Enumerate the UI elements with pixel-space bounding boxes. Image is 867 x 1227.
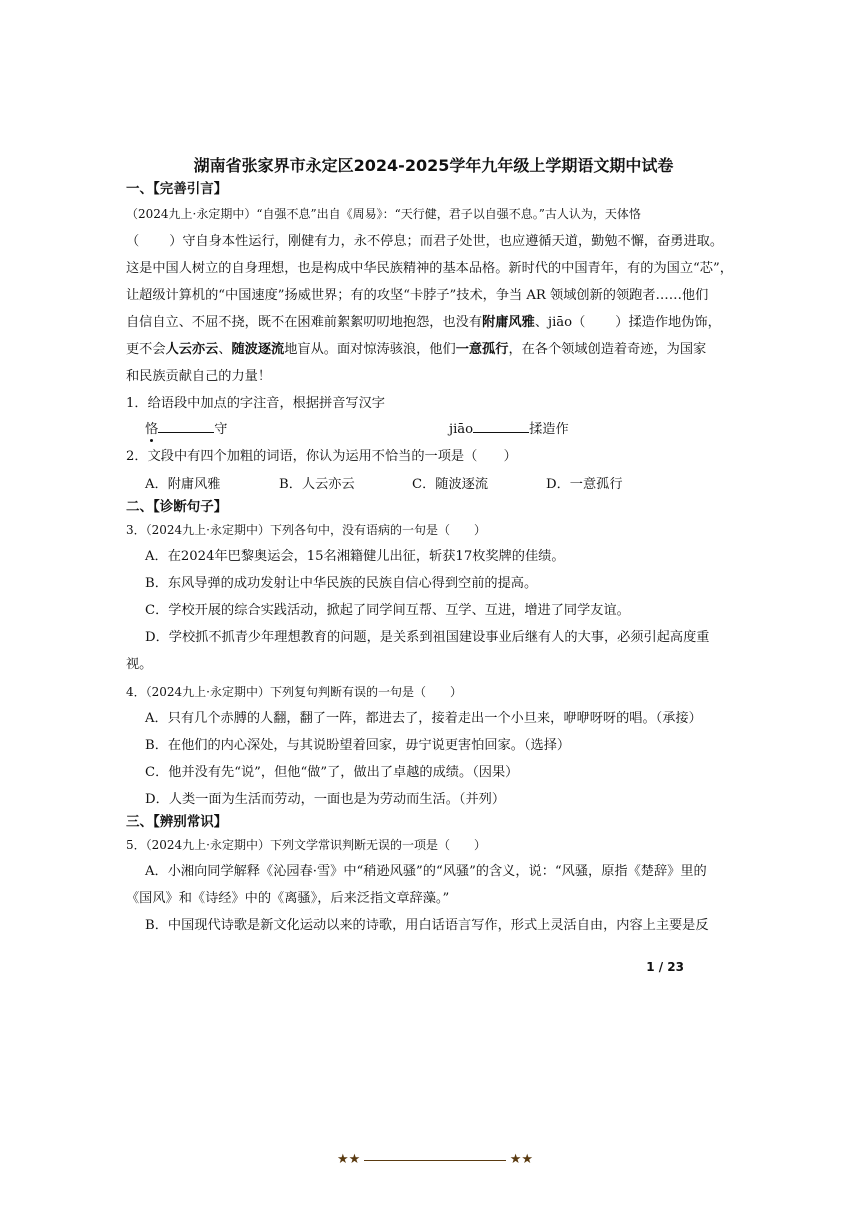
question-3-option-c: C．学校开展的综合实践活动，掀起了同学间互帮、互学、互进，增进了同学友谊。 xyxy=(145,603,630,618)
bold-word-4: 一意孤行 xyxy=(455,342,509,357)
question-4-option-a: A．只有几个赤膊的人翻，翻了一阵，都进去了，接着走出一个小旦来，咿咿呀呀的唱。（承接） xyxy=(145,711,702,726)
question-2-option-a: A．附庸风雅 xyxy=(145,477,221,492)
question-4-option-b: B．在他们的内心深处，与其说盼望着回家，毋宁说更害怕回家。（选择） xyxy=(145,738,571,753)
question-4-option-d: D．人类一面为生活而劳动，一面也是为劳动而生活。（并列） xyxy=(145,792,506,807)
passage-line-2: （ ）守自身本性运行，刚健有力，永不停息；而君子处世，也应遵循天道，勤勉不懈，奋勇进取。 xyxy=(126,234,724,249)
star-icon-right: ★★ xyxy=(509,1152,533,1167)
passage-line-1: （2024九上·永定期中）“自强不息”出自《周易》：“天行健，君子以自强不息。”古人认为，天体恪 xyxy=(126,207,641,221)
question-1-item-b: jiāo 揉造作 xyxy=(449,422,569,437)
passage-line-5: 自信自立、不屈不挠，既不在困难前絮絮叨叨地抱怨，也没有附庸风雅、jiāo（ ）揉造作地伪饰， xyxy=(126,315,721,330)
question-4-stem: 4．（2024九上·永定期中）下列复句判断有误的一句是（ ） xyxy=(126,685,462,699)
question-3-stem: 3．（2024九上·永定期中）下列各句中，没有语病的一句是（ ） xyxy=(126,523,486,537)
question-3-option-b: B．东风导弹的成功发射让中华民族的民族自信心得到空前的提高。 xyxy=(145,576,538,591)
bold-word-1: 附庸风雅 xyxy=(482,315,535,330)
question-3-option-d-cont: 视。 xyxy=(126,657,153,672)
section-heading-2: 二、【诊断句子】 xyxy=(126,499,228,515)
footer-divider xyxy=(364,1160,506,1161)
bold-word-2: 人云亦云 xyxy=(165,342,219,357)
section-heading-3: 三、【辨别常识】 xyxy=(126,814,228,830)
passage-line-6: 更不会人云亦云、随波逐流地盲从。面对惊涛骇浪，他们一意孤行，在各个领域创造着奇迹，为国家 xyxy=(126,342,707,357)
star-icon-left: ★★ xyxy=(337,1152,361,1167)
question-2-option-d: D．一意孤行 xyxy=(546,477,623,492)
bold-word-3: 随波逐流 xyxy=(231,342,285,357)
question-5-option-b: B．中国现代诗歌是新文化运动以来的诗歌，用白话语言写作，形式上灵活自由，内容上主要是反 xyxy=(145,918,709,933)
question-2-option-c: C．随波逐流 xyxy=(412,477,489,492)
question-2-stem: 2．文段中有四个加粗的词语，你认为运用不恰当的一项是（ ） xyxy=(126,449,517,464)
question-2-option-b: B．人云亦云 xyxy=(279,477,355,492)
passage-line-3: 这是中国人树立的自身理想，也是构成中华民族精神的基本品格。新时代的中国青年，有的为国立“芯”， xyxy=(126,261,733,276)
question-5-option-a-cont: 《国风》和《诗经》中的《离骚》，后来泛指文章辞藻。” xyxy=(126,891,450,906)
passage-line-4: 让超级计算机的“中国速度”扬威世界；有的攻坚“卡脖子”技术，争当 AR 领域创新的领跑者……他们 xyxy=(126,288,709,303)
question-5-stem: 5．（2024九上·永定期中）下列文学常识判断无误的一项是（ ） xyxy=(126,838,486,852)
question-1-item-a: 恪 守 xyxy=(145,422,228,437)
question-4-option-c: C．他并没有先“说”，但他“做”了，做出了卓越的成绩。（因果） xyxy=(145,765,519,780)
question-3-option-d: D．学校抓不抓青少年理想教育的问题，是关系到祖国建设事业后继有人的大事，必须引起高度重 xyxy=(145,630,710,645)
page-title: 湖南省张家界市永定区2024-2025学年九年级上学期语文期中试卷 xyxy=(193,156,674,175)
answer-blank-2[interactable] xyxy=(473,420,529,433)
question-3-option-a: A．在2024年巴黎奥运会，15名湘籍健儿出征，斩获17枚奖牌的佳绩。 xyxy=(145,549,565,564)
page-number: 1 / 23 xyxy=(646,960,684,974)
passage-line-7: 和民族贡献自己的力量！ xyxy=(126,369,272,384)
question-1-stem: 1．给语段中加点的字注音，根据拼音写汉字 xyxy=(126,396,385,411)
answer-blank-1[interactable] xyxy=(158,420,214,433)
footer-ornament xyxy=(337,1152,533,1168)
question-5-option-a: A．小湘向同学解释《沁园春·雪》中“稍逊风骚”的“风骚”的含义，说：“风骚，原指《楚辞》里的 xyxy=(145,864,707,879)
section-heading-1: 一、【完善引言】 xyxy=(126,181,228,197)
